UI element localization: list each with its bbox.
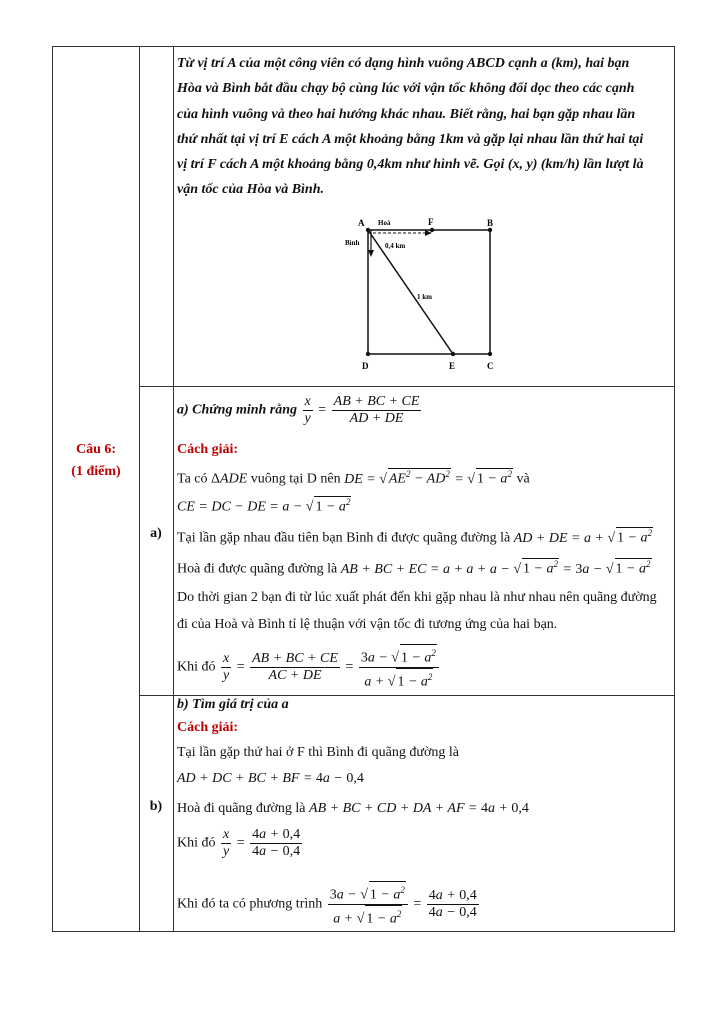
part-a-heading: a) Chứng minh rằng bbox=[177, 402, 298, 418]
formula: $\frac{x}{y}$ bbox=[223, 827, 230, 859]
part-b-content bbox=[177, 695, 669, 933]
formula: $\frac{x}{y}$ bbox=[223, 650, 230, 683]
part-b-heading: b) Tìm giá trị của a bbox=[177, 697, 289, 712]
part-a-line: đi của Hoà và Bình tỉ lệ thuận với vận tốc đi tương ứng của hai bạn. bbox=[177, 617, 558, 632]
column-divider bbox=[173, 47, 174, 931]
part-b-line: Khi đó $\frac{x}{y}$ = $\frac{4a + 0,4}{4a - 0,4}$ bbox=[177, 827, 301, 859]
formula: $\frac{3a - √ 1 - a^2}{a + √ 1 - a^2}$ bbox=[328, 881, 408, 927]
formula: AD + DC + BC + BF = 4a − 0,4 bbox=[177, 771, 364, 786]
label-f: F bbox=[428, 217, 434, 227]
formula: $\frac{4a + 0,4}{4a - 0,4}$ bbox=[428, 887, 477, 920]
segment-ae bbox=[368, 230, 453, 354]
label-dist-e: 1 km bbox=[417, 293, 432, 301]
formula: CE = DC − DE = a − √ $1 - a^2$ bbox=[177, 497, 351, 515]
problem-line: vận tốc của Hòa và Bình. bbox=[177, 182, 325, 198]
point-f bbox=[430, 228, 434, 232]
formula: $\frac{3a - √ 1 - a^2}{a + √ 1 - a^2}$ bbox=[359, 644, 439, 690]
label-binh: Bình bbox=[345, 239, 360, 247]
part-b-label: b) bbox=[149, 799, 163, 814]
label-hoa: Hoà bbox=[378, 219, 391, 227]
binh-arrow-head bbox=[368, 250, 374, 257]
label-a: A bbox=[358, 218, 365, 228]
label-b: B bbox=[487, 218, 494, 228]
label-dist-f: 0,4 km bbox=[385, 242, 406, 250]
problem-line: Hòa và Bình bắt đầu chạy bộ cùng lúc với vận tốc không đổi dọc theo các cạnh bbox=[177, 81, 635, 97]
problem-statement bbox=[177, 51, 669, 203]
formula: $\frac{x}{y}$ bbox=[304, 394, 311, 426]
part-a-line: Hoà đi được quãng đường là AB + BC + EC = a + a + a − √ $1 - a^2 = 3a$ − √ $1 - a^2$ bbox=[177, 559, 651, 577]
part-a-line: Ta có ΔADE vuông tại D nên DE = √ $AE^2 - AD^2$ = √ $1 - a^2$ và bbox=[177, 469, 530, 487]
problem-line: của hình vuông và theo hai hướng khác nhau. Biết rằng, hai bạn gặp nhau lần bbox=[177, 106, 636, 122]
formula: $\frac{AB + BC + CE}{AD + DE}$ bbox=[333, 394, 420, 426]
solution-table bbox=[52, 46, 675, 932]
part-a-heading-line: a) Chứng minh rằng $\frac{x}{y}$ = $\frac{AB + BC + CE}{AD + DE}$ bbox=[177, 394, 420, 426]
label-c: C bbox=[487, 361, 494, 371]
formula: AD + DE = a + √ $1 - a^2$ bbox=[513, 528, 653, 546]
problem-line: vị trí F cách A một khoảng bằng 0,4km như hình vẽ. Gọi (x, y) (km/h) lần lượt là bbox=[177, 157, 644, 173]
point-a bbox=[366, 228, 370, 232]
point-d bbox=[366, 352, 370, 356]
question-number: Câu 6: bbox=[75, 442, 117, 457]
question-label-cell bbox=[53, 439, 139, 483]
label-e: E bbox=[449, 361, 456, 371]
part-b-line: Tại lần gặp thứ hai ở F thì Bình đi quãng đường là bbox=[177, 745, 459, 760]
formula: AB + BC + EC = a + a + a − √ $1 - a^2 = 3a$ − √ $1 - a^2$ bbox=[340, 559, 651, 577]
point-c bbox=[488, 352, 492, 356]
point-e bbox=[451, 352, 455, 356]
question-points: (1 điểm) bbox=[71, 464, 121, 479]
formula: DE = √ $AE^2 - AD^2$ = √ $1 - a^2$ bbox=[344, 469, 512, 487]
part-a-label: a) bbox=[150, 526, 162, 541]
part-a-line: Khi đó $\frac{x}{y}$ = $\frac{AB + BC + CE}{AC + DE}$ = $\frac{3a - √ 1 - a^2}{a + √ 1 - a^2}$ bbox=[177, 644, 441, 690]
point-b bbox=[488, 228, 492, 232]
part-b-solution-label: Cách giải: bbox=[177, 720, 239, 735]
problem-line: Từ vị trí A của một công viên có dạng hình vuông ABCD cạnh a (km), hai bạn bbox=[177, 56, 630, 71]
square-diagram bbox=[333, 215, 503, 377]
formula: $\frac{4a + 0,4}{4a - 0,4}$ bbox=[252, 827, 301, 859]
label-d: D bbox=[362, 361, 369, 371]
part-a-content bbox=[177, 386, 669, 695]
part-b-line: Hoà đi quãng đường là AB + BC + CD + DA + AF = 4a + 0,4 bbox=[177, 801, 529, 816]
problem-line: thứ nhất tại vị trí E cách A một khoảng bằng 1km và gặp lại nhau lần thứ hai tại bbox=[177, 131, 644, 147]
part-b-line: Khi đó ta có phương trình $\frac{3a - √ 1 - a^2}{a + √ 1 - a^2}$ = $\frac{4a + 0,4}{4a - 0,4}$ bbox=[177, 881, 481, 927]
part-a-solution-label: Cách giải: bbox=[177, 442, 239, 457]
part-a-line: Tại lần gặp nhau đầu tiên bạn Bình đi được quãng đường là AD + DE = a + √ $1 - a^2$ bbox=[177, 528, 653, 546]
part-a-line: Do thời gian 2 bạn đi từ lúc xuất phát đến khi gặp nhau là như nhau nên quãng đường bbox=[177, 590, 657, 605]
formula: $\frac{AB + BC + CE}{AC + DE}$ bbox=[252, 650, 338, 683]
formula: AB + BC + CD + DA + AF = 4a + 0,4 bbox=[309, 801, 529, 816]
